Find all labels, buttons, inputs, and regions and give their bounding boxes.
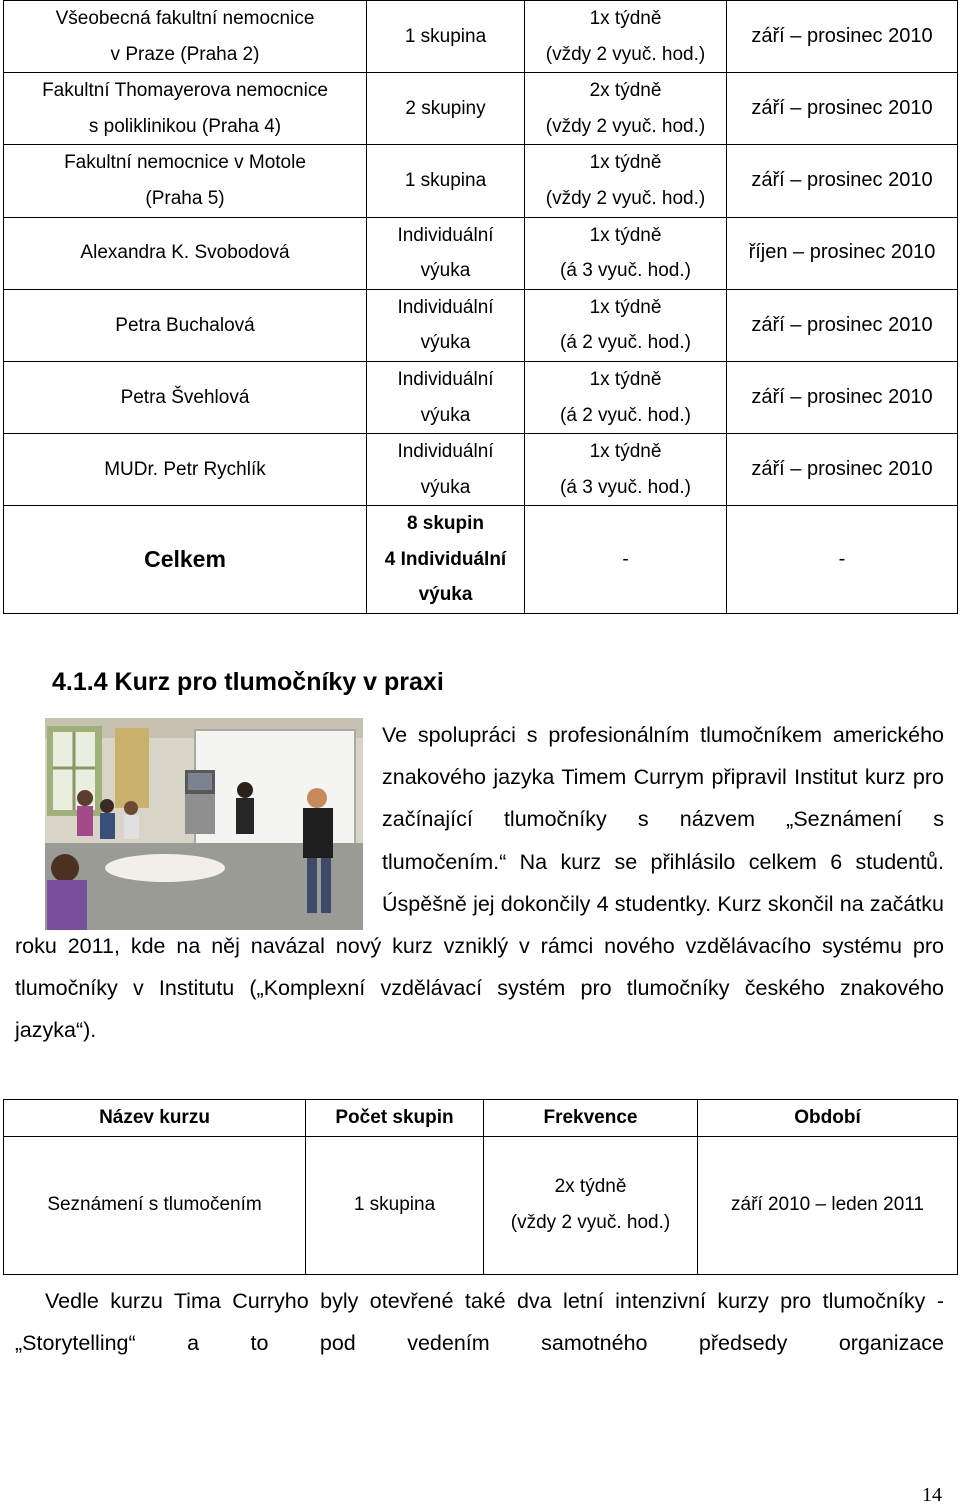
cell-groups-line: Individuální (397, 296, 494, 318)
total-groups (367, 506, 525, 613)
cell-groups (367, 1, 525, 73)
cell-frequency-line: 1x týdně (589, 152, 662, 174)
cell-period (698, 1137, 958, 1275)
cell-name (4, 217, 367, 289)
cell-groups (367, 145, 525, 217)
course-description-text: Ve spolupráci s profesionálním tlumočníkem amerického znakového jazyka Timem Currym připravil Institut kurz pro začínající tlumočníky s názvem „Seznámení s tlumočením.“ Na kurz se přihlásilo celkem 6 studentů. Úspěšně jej dokončily 4 studentky. Kurz skončil na začátku roku 2011, kde na něj navázal nový kurz vzniklý v rámci nového vzdělávacího systému pro tlumočníky v Institutu („Komplexní vzdělávací systém pro tlumočníky českého znakového jazyka“). (15, 723, 944, 1043)
cell-groups-line: 2 skupiny (405, 97, 486, 119)
cell-course-name (4, 1137, 306, 1275)
cell-period-text: říjen – prosinec 2010 (748, 241, 936, 264)
cell-frequency-line: (á 3 vyuč. hod.) (560, 260, 691, 282)
total-frequency (525, 506, 727, 613)
table-row (4, 361, 958, 433)
cell-name-line: s poliklinikou (Praha 4) (88, 115, 282, 137)
cell-period-text: září – prosinec 2010 (751, 385, 933, 408)
interpreter-course-table (3, 1099, 958, 1275)
total-period (727, 506, 958, 613)
cell-period (727, 1, 958, 73)
cell-name (4, 73, 367, 145)
table-row (4, 1137, 958, 1275)
header-period: Období (698, 1100, 958, 1137)
cell-period-text: září – prosinec 2010 (751, 457, 933, 480)
cell-period (727, 217, 958, 289)
cell-groups-line: 1 skupina (404, 25, 487, 47)
photo-spacer (15, 714, 382, 924)
cell-name-line: Petra Švehlová (120, 386, 250, 408)
cell-name (4, 434, 367, 506)
cell-groups (367, 289, 525, 361)
cell-groups-line: 1 skupina (404, 170, 487, 192)
cell-period-text: září – prosinec 2010 (751, 24, 933, 47)
cell-frequency (525, 73, 727, 145)
cell-period (727, 73, 958, 145)
cell-groups-line: výuka (420, 404, 471, 426)
cell-name-line: Fakultní Thomayerova nemocnice (42, 80, 328, 102)
cell-groups-line: Individuální (397, 224, 494, 246)
cell-period (727, 361, 958, 433)
header-course-name: Název kurzu (4, 1100, 306, 1137)
cell-name-line: MUDr. Petr Rychlík (104, 458, 266, 480)
cell-name-line: (Praha 5) (145, 187, 225, 209)
total-row (4, 506, 958, 613)
cell-period (727, 145, 958, 217)
cell-frequency-line: (vždy 2 vyuč. hod.) (545, 43, 706, 65)
cell-frequency (525, 145, 727, 217)
cell-period-text: září – prosinec 2010 (751, 169, 933, 192)
table-row (4, 1, 958, 73)
cell-period-text: září 2010 – leden 2011 (731, 1193, 924, 1215)
cell-frequency (525, 289, 727, 361)
cell-period-text: září – prosinec 2010 (751, 313, 933, 336)
cell-frequency-line: (á 2 vyuč. hod.) (560, 332, 691, 354)
table-row (4, 145, 958, 217)
cell-course-name-text: Seznámení s tlumočením (47, 1193, 262, 1215)
total-frequency-text: - (622, 548, 629, 570)
courses-table-body (4, 1, 958, 614)
table-header-row (4, 1100, 958, 1137)
cell-frequency-line: (á 2 vyuč. hod.) (560, 404, 691, 426)
total-period-text: - (838, 547, 846, 570)
cell-groups-line: výuka (420, 332, 471, 354)
cell-frequency-line: (vždy 2 vyuč. hod.) (510, 1211, 671, 1233)
cell-frequency-line: 1x týdně (589, 8, 662, 29)
cell-name (4, 361, 367, 433)
section-heading: 4.1.4 Kurz pro tlumočníky v praxi (52, 668, 444, 696)
cell-groups (367, 73, 525, 145)
cell-frequency (525, 434, 727, 506)
page-number: 14 (922, 1484, 942, 1506)
cell-group-count (306, 1137, 484, 1275)
header-group-count: Počet skupin (306, 1100, 484, 1137)
cell-name-line: Petra Buchalová (115, 314, 255, 336)
total-label (4, 506, 367, 613)
course-description (15, 714, 944, 1052)
cell-frequency-line: 2x týdně (554, 1176, 627, 1197)
cell-period-text: září – prosinec 2010 (751, 96, 933, 119)
cell-frequency-line: 2x týdně (589, 80, 662, 102)
cell-frequency (525, 217, 727, 289)
cell-name-line: Alexandra K. Svobodová (80, 242, 290, 264)
cell-name-line: v Praze (Praha 2) (110, 43, 260, 65)
total-groups-line: 4 Individuální (384, 548, 507, 570)
cell-group-count-text: 1 skupina (353, 1193, 436, 1215)
cell-frequency-line: (á 3 vyuč. hod.) (560, 476, 691, 498)
cell-frequency-line: (vždy 2 vyuč. hod.) (545, 187, 706, 209)
cell-period (727, 434, 958, 506)
table-row (4, 289, 958, 361)
cell-frequency-line: 1x týdně (589, 441, 662, 463)
cell-name-line: Fakultní nemocnice v Motole (64, 152, 306, 174)
total-label-text: Celkem (144, 545, 226, 572)
header-frequency: Frekvence (484, 1100, 698, 1137)
cell-groups-line: výuka (420, 260, 471, 282)
table-row (4, 73, 958, 145)
cell-name (4, 1, 367, 73)
cell-period (727, 289, 958, 361)
cell-groups (367, 434, 525, 506)
cell-groups-line: výuka (420, 476, 471, 498)
cell-name (4, 145, 367, 217)
cell-groups (367, 217, 525, 289)
table-row (4, 217, 958, 289)
cell-frequency-line: 1x týdně (589, 296, 662, 318)
summer-courses-paragraph: Vedle kurzu Tima Curryho byly otevřené také dva letní intenzivní kurzy pro tlumočníky - „Storytelling“ a to pod vedením samotného předsedy organizace (15, 1289, 944, 1356)
courses-table (3, 0, 958, 614)
cell-frequency-line: (vždy 2 vyuč. hod.) (545, 115, 706, 137)
cell-groups-line: Individuální (397, 441, 494, 463)
cell-frequency (525, 1, 727, 73)
cell-frequency-line: 1x týdně (589, 224, 662, 246)
cell-frequency-line: 1x týdně (589, 368, 662, 390)
total-groups-line: výuka (418, 584, 473, 606)
cell-groups (367, 361, 525, 433)
cell-frequency (484, 1137, 698, 1275)
cell-groups-line: Individuální (397, 368, 494, 390)
table-row (4, 434, 958, 506)
cell-frequency (525, 361, 727, 433)
total-groups-line: 8 skupin (406, 513, 485, 535)
cell-name-line: Všeobecná fakultní nemocnice (55, 8, 315, 29)
cell-name (4, 289, 367, 361)
